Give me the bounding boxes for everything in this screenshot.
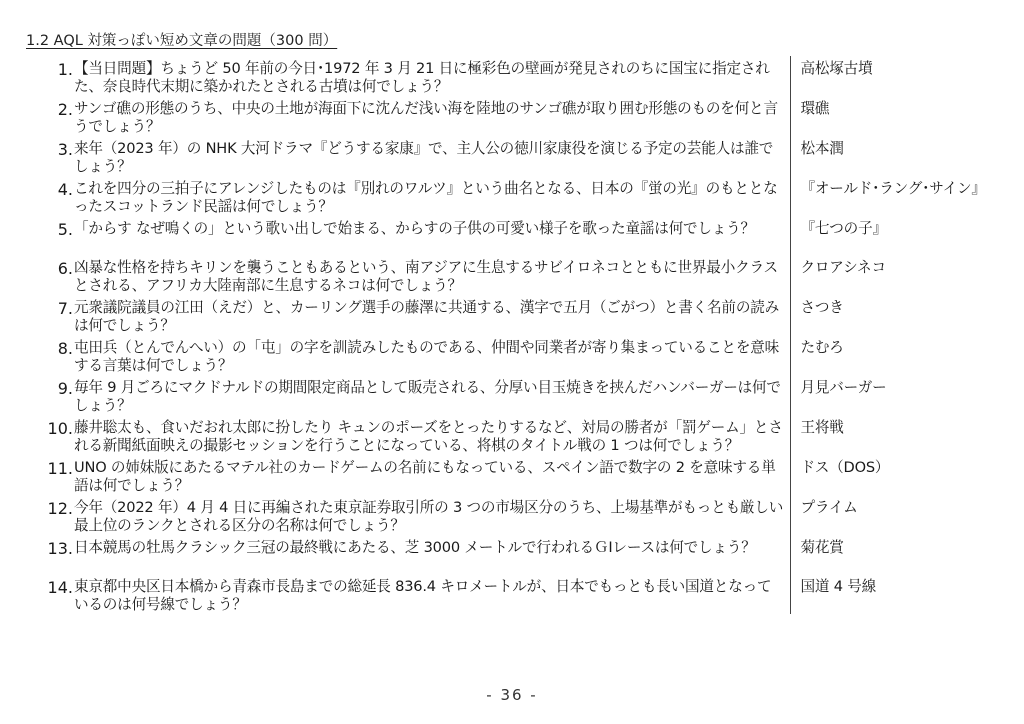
- quiz-row: [40, 56, 980, 96]
- answer-text: 環礁: [790, 96, 980, 136]
- question-text: 屯田兵（とんでんへい）の「屯」の字を訓読みしたものである、仲間や同業者が寄り集まっていることを意味する言葉は何でしょう？: [74, 338, 780, 374]
- answer-text: たむろ: [790, 335, 980, 375]
- question-text: 今年（2022 年）4 月 4 日に再編された東京証券取引所の 3 つの市場区分のうち、上場基準がもっとも厳しい最上位のランクとされる区分の名称は何でしょう？: [74, 498, 784, 534]
- question-text: 毎年 9 月ごろにマクドナルドの期間限定商品として販売される、分厚い目玉焼きを挟んだハンバーガーは何でしょう？: [74, 378, 781, 414]
- question-number: 5.: [57, 220, 73, 239]
- question-number: 13.: [47, 538, 73, 558]
- quiz-row: [40, 295, 980, 335]
- question-text: 東京都中央区日本橋から青森市長島までの総延長 836.4 キロメートルが、日本でもっとも長い国道となっているのは何号線でしょう？: [74, 577, 772, 613]
- answer-text: 国道 4 号線: [790, 574, 980, 614]
- question-text: UNO の姉妹版にあたるマテル社のカードゲームの名前にもなっている、スペイン語で数字の 2 を意味する単語は何でしょう？: [74, 458, 776, 494]
- question-text: サンゴ礁の形態のうち、中央の土地が海面下に沈んだ浅い海を陸地のサンゴ礁が取り囲む形態のものを何と言うでしょう？: [74, 100, 778, 135]
- quiz-row: [40, 495, 980, 535]
- answer-text: プライム: [790, 495, 980, 535]
- quiz-row: [40, 176, 980, 216]
- question-text: 日本競馬の牡馬クラシック三冠の最終戦にあたる、芝 3000 メートルで行われるＧⅠレースは何でしょう？: [74, 538, 756, 556]
- quiz-row: [40, 96, 980, 136]
- answer-text: 松本潤: [790, 136, 980, 176]
- question-text: 来年（2023 年）の NHK 大河ドラマ『どうする家康』で、主人公の徳川家康役を演じる予定の芸能人は誰でしょう？: [74, 140, 774, 175]
- quiz-row: [40, 136, 980, 176]
- quiz-row: [40, 574, 980, 614]
- question-number: 11.: [47, 458, 73, 478]
- question-number: 3.: [57, 140, 73, 159]
- quiz-row: [40, 455, 980, 495]
- quiz-row: [40, 216, 980, 255]
- question-number: 6.: [57, 258, 73, 278]
- question-number: 12.: [47, 498, 73, 518]
- question-number: 1.: [57, 60, 73, 79]
- section-heading: 1.2 AQL 対策っぽい短め文章の問題（300 問）: [26, 33, 338, 49]
- answer-text: ドス（DOS）: [790, 455, 980, 495]
- quiz-row: [40, 255, 980, 295]
- answer-text: 『オールド･ラング･サイン』: [790, 176, 980, 216]
- quiz-row: [40, 415, 980, 455]
- question-text: 【当日問題】ちょうど 50 年前の今日･1972 年 3 月 21 日に極彩色の壁画が発見されのちに国宝に指定された、奈良時代末期に築かれたとされる古墳は何でしょう？: [74, 60, 770, 95]
- answer-text: 菊花賞: [790, 535, 980, 574]
- page-number: - 36 -: [486, 686, 538, 704]
- question-number: 4.: [57, 180, 73, 199]
- question-number: 7.: [57, 298, 73, 318]
- question-number: 10.: [47, 418, 73, 438]
- quiz-table: [40, 56, 986, 614]
- quiz-row: [40, 535, 980, 574]
- question-text: 藤井聡太も、食いだおれ太郎に扮したり キュンのポーズをとったりするなど、対局の勝者が「罰ゲーム」とされる新聞紙面映えの撮影セッションを行うことになっている、将棋のタイトル戦の 1 つは何でしょう？: [74, 418, 783, 454]
- question-text: これを四分の三拍子にアレンジしたものは『別れのワルツ』という曲名となる、日本の『蛍の光』のもととなったスコットランド民謡は何でしょう？: [74, 180, 778, 215]
- question-text: 元衆議院議員の江田（えだ）と、カーリング選手の藤澤に共通する、漢字で五月（ごがつ）と書く名前の読みは何でしょう？: [74, 298, 780, 334]
- question-number: 8.: [57, 338, 73, 358]
- answer-text: 『七つの子』: [790, 216, 980, 255]
- question-number: 9.: [57, 378, 73, 398]
- question-number: 14.: [47, 577, 73, 597]
- answer-text: 高松塚古墳: [790, 56, 980, 96]
- quiz-row: [40, 335, 980, 375]
- answer-text: さつき: [790, 295, 980, 335]
- answer-text: クロアシネコ: [790, 255, 980, 295]
- question-text: 「からす なぜ鳴くの」という歌い出しで始まる、からすの子供の可愛い様子を歌った童謡は何でしょう？: [74, 220, 755, 237]
- answer-text: 月見バーガー: [790, 375, 980, 415]
- question-number: 2.: [57, 100, 73, 119]
- answer-text: 王将戦: [790, 415, 980, 455]
- quiz-row: [40, 375, 980, 415]
- question-text: 凶暴な性格を持ちキリンを襲うこともあるという、南アジアに生息するサビイロネコとともに世界最小クラスとされる、アフリカ大陸南部に生息するネコは何でしょう？: [74, 258, 778, 294]
